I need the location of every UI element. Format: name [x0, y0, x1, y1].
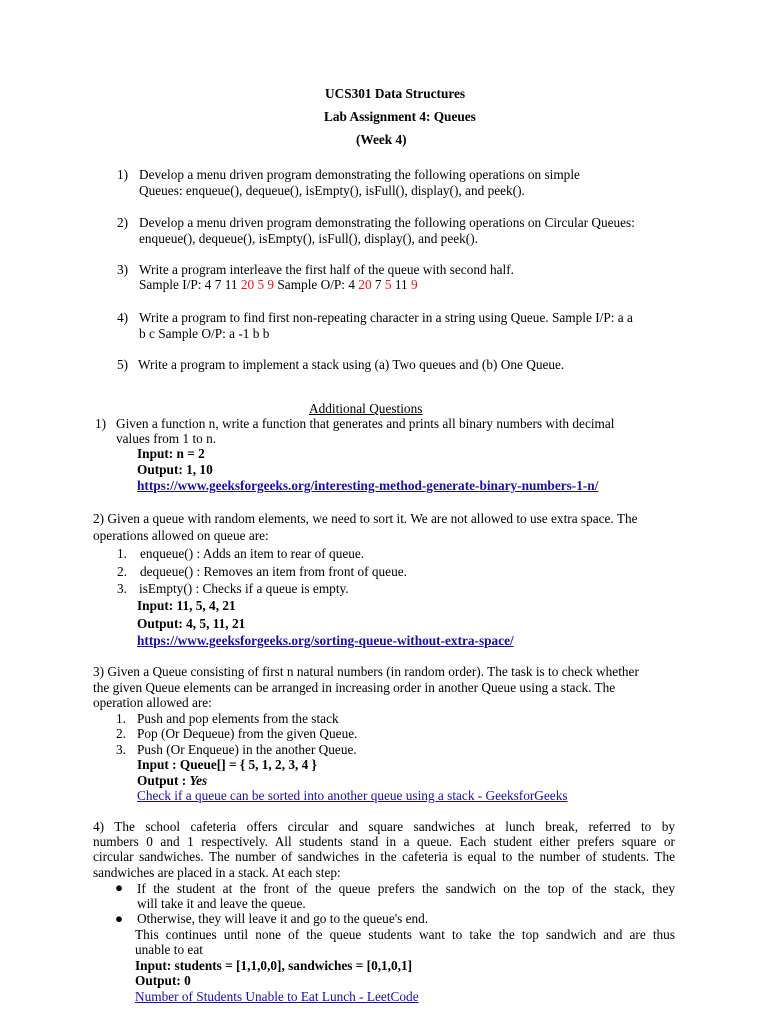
aq2-item-2-number: 2.: [117, 564, 127, 579]
aq1-number: 1): [95, 416, 107, 431]
aq4-output: Output: 0: [135, 973, 191, 988]
aq2-reference-link[interactable]: https://www.geeksforgeeks.org/sorting-queue-without-extra-space/: [137, 633, 514, 648]
lab-q4-number: 4): [117, 310, 129, 325]
aq3-item-3-number: 3.: [116, 742, 126, 757]
lab-q5-line1: Write a program to implement a stack using (a) Two queues and (b) One Queue.: [138, 357, 565, 372]
sample-output-mid-2: 11: [391, 277, 411, 292]
lab-q4-line1: Write a program to find first non-repeating character in a string using Queue. Sample I/P: a a: [139, 310, 633, 325]
aq4-cont-line2: unable to eat: [135, 942, 203, 957]
sample-output-mid-1: 7: [371, 277, 385, 292]
lab-q1-line2: Queues: enqueue(), dequeue(), isEmpty(), isFull(), display(), and peek().: [139, 183, 525, 198]
lab-q2-line1: Develop a menu driven program demonstrating the following operations on Circular Queues:: [139, 215, 635, 230]
aq4-line2: numbers 0 and 1 respectively. All students stand in a queue. Each student either prefers square or: [93, 834, 675, 849]
aq3-reference-link[interactable]: Check if a queue can be sorted into another queue using a stack - GeeksforGeeks: [137, 788, 568, 803]
lab-q1-number: 1): [117, 167, 129, 182]
sample-output-highlight-3: 9: [411, 277, 418, 292]
aq4-input: Input: students = [1,1,0,0], sandwiches = [0,1,0,1]: [135, 958, 413, 973]
aq3-line1: 3) Given a Queue consisting of first n natural numbers (in random order). The task is to check whether: [93, 664, 639, 679]
sample-output-highlight-1: 20: [358, 277, 372, 292]
aq4-bullet-1-line2: will take it and leave the queue.: [137, 896, 306, 911]
aq1-reference-link[interactable]: https://www.geeksforgeeks.org/interesting-method-generate-binary-numbers-1-n/: [137, 478, 599, 493]
aq4-bullet-2-dot: ●: [115, 911, 124, 926]
aq2-line1: 2) Given a queue with random elements, we need to sort it. We are not allowed to use extra space. The: [93, 511, 638, 526]
aq3-line2: the given Queue elements can be arranged in increasing order in another Queue using a stack. The: [93, 680, 616, 695]
aq3-input: Input : Queue[] = { 5, 1, 2, 3, 4 }: [137, 757, 317, 772]
aq4-cont-line1: This continues until none of the queue students want to take the top sandwich and are thus: [135, 927, 675, 942]
lab-q2-number: 2): [117, 215, 129, 230]
lab-q4-line2: b c Sample O/P: a -1 b b: [139, 326, 270, 341]
aq2-output: Output: 4, 5, 11, 21: [137, 616, 246, 631]
lab-q1-line1: Develop a menu driven program demonstrating the following operations on simple: [139, 167, 580, 182]
aq4-line3: circular sandwiches. The number of sandwiches in the cafeteria is equal to the number of students. The: [93, 849, 675, 864]
aq2-line2: operations allowed on queue are:: [93, 528, 269, 543]
aq1-line1: Given a function n, write a function that generates and prints all binary numbers with decimal: [116, 416, 615, 431]
additional-questions-heading: Additional Questions: [309, 401, 423, 416]
aq4-line1: 4) The school cafeteria offers circular and square sandwiches at lunch break, referred to by: [93, 819, 675, 834]
sample-input-highlight: 20 5 9: [240, 277, 275, 292]
aq2-item-3-number: 3.: [117, 581, 127, 596]
lab-q5-number: 5): [117, 357, 129, 372]
aq4-reference-link[interactable]: Number of Students Unable to Eat Lunch - LeetCode: [135, 989, 419, 1004]
aq1-input: Input: n = 2: [137, 446, 205, 461]
aq4-line4: sandwiches are placed in a stack. At each step:: [93, 865, 341, 880]
lab-q3-line1: Write a program interleave the first half of the queue with second half.: [139, 262, 514, 277]
lab-q2-line2: enqueue(), dequeue(), isEmpty(), isFull(), display(), and peek().: [139, 231, 478, 246]
sample-output-highlight-2: 5: [384, 277, 392, 292]
aq2-item-1-number: 1.: [117, 546, 127, 561]
aq1-output: Output: 1, 10: [137, 462, 213, 477]
aq3-line3: operation allowed are:: [93, 695, 212, 710]
course-title: UCS301 Data Structures: [325, 86, 466, 101]
aq3-output-label: Output :: [137, 773, 190, 788]
aq2-item-1-text: enqueue() : Adds an item to rear of queue.: [140, 546, 365, 561]
week-label: (Week 4): [356, 132, 407, 147]
aq3-output-value: Yes: [189, 773, 208, 788]
aq4-bullet-1-line1: If the student at the front of the queue prefers the sandwich on the top of the stack, they: [137, 881, 675, 896]
aq3-item-3-text: Push (Or Enqueue) in the another Queue.: [137, 742, 357, 757]
sample-input-prefix: Sample I/P: 4 7 11: [139, 277, 241, 292]
aq3-item-1-text: Push and pop elements from the stack: [137, 711, 339, 726]
aq4-bullet-1-dot: ●: [115, 880, 124, 895]
sample-output-prefix: Sample O/P: 4: [274, 277, 359, 292]
aq3-item-1-number: 1.: [116, 711, 126, 726]
aq2-input: Input: 11, 5, 4, 21: [137, 598, 236, 613]
aq3-item-2-text: Pop (Or Dequeue) from the given Queue.: [137, 726, 358, 741]
aq4-bullet-2-line1: Otherwise, they will leave it and go to the queue's end.: [137, 911, 429, 926]
aq3-item-2-number: 2.: [116, 726, 126, 741]
aq3-output: [137, 773, 207, 789]
lab-q3-sample: [139, 277, 418, 293]
assignment-title: Lab Assignment 4: Queues: [324, 109, 476, 124]
lab-q3-number: 3): [117, 262, 129, 277]
aq2-item-2-text: dequeue() : Removes an item from front of queue.: [140, 564, 407, 579]
aq1-line2: values from 1 to n.: [116, 431, 217, 446]
aq2-item-3-text: isEmpty() : Checks if a queue is empty.: [139, 581, 349, 596]
